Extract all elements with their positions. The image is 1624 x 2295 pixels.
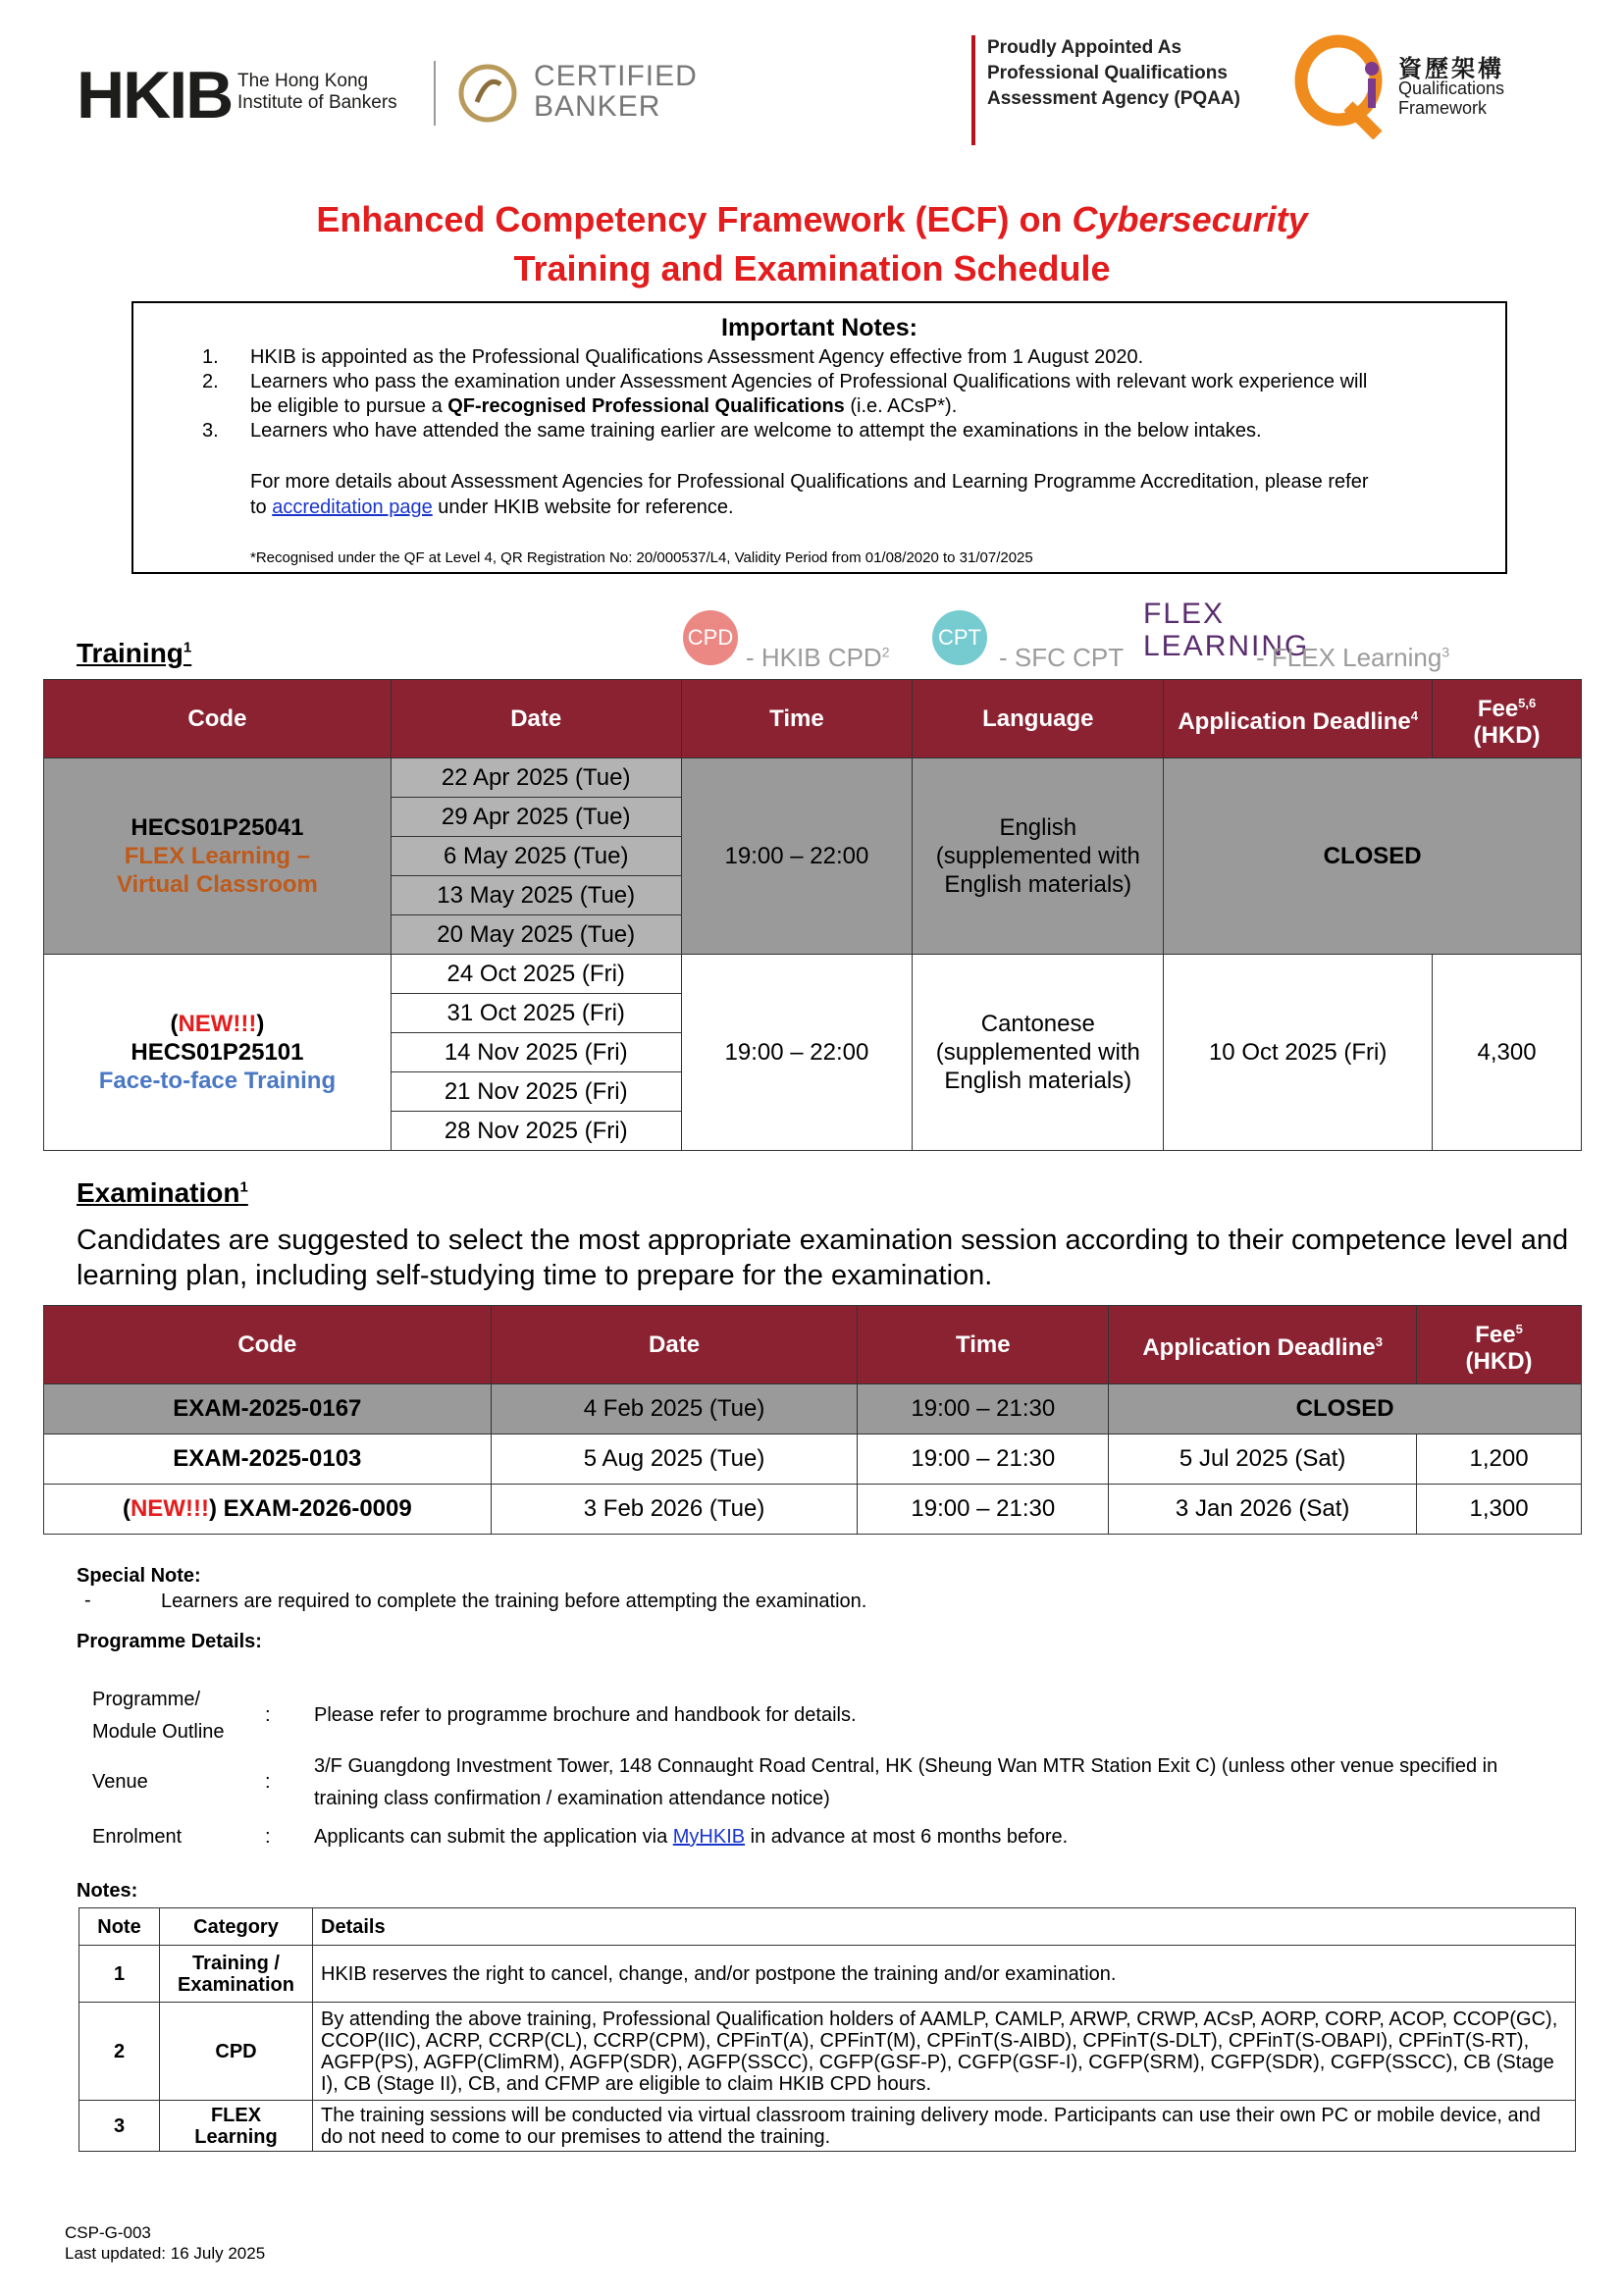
training-date: 14 Nov 2025 (Fri)	[391, 1033, 681, 1072]
col-fee	[1433, 680, 1582, 758]
note-text-part: (i.e. ACsP*).	[844, 395, 958, 417]
flex-badge-text: FLEX LEARNING	[1143, 598, 1310, 662]
training-time: 19:00 – 22:00	[681, 955, 913, 1151]
note-category: Training / Examination	[160, 1946, 313, 2003]
col-date: Date	[391, 680, 681, 758]
special-note-bullet: -	[84, 1590, 91, 1611]
important-notes-heading: Important Notes:	[721, 314, 917, 341]
more-details-part: under HKIB website for reference.	[432, 496, 734, 518]
training-heading-text: Training	[77, 638, 183, 668]
detail-separator: :	[265, 1826, 271, 1848]
col-note: Note	[79, 1908, 160, 1946]
exam-date: 4 Feb 2025 (Tue)	[491, 1384, 858, 1434]
exam-time: 19:00 – 21:30	[858, 1384, 1109, 1434]
cpt-badge-icon	[932, 610, 987, 665]
exam-deadline: 5 Jul 2025 (Sat)	[1109, 1434, 1417, 1485]
note-number: 1.	[202, 346, 219, 368]
exam-code: EXAM-2025-0103	[44, 1434, 492, 1485]
examination-intro: Candidates are suggested to select the most appropriate examination session according to their competence level and learning plan, including self-studying time to prepare for the examination.	[77, 1225, 1569, 1291]
training-status: CLOSED	[1164, 758, 1582, 955]
training-code: HECS01P25101	[131, 1039, 304, 1066]
title-topic: Cybersecurity	[1072, 199, 1308, 239]
training-date: 24 Oct 2025 (Fri)	[391, 955, 681, 994]
exam-deadline: 3 Jan 2026 (Sat)	[1109, 1485, 1417, 1535]
col-category: Category	[160, 1908, 313, 1946]
legend-sup: 2	[881, 644, 890, 660]
exam-time: 19:00 – 21:30	[858, 1434, 1109, 1485]
training-heading-sup: 1	[183, 639, 192, 656]
notes-heading: Notes:	[77, 1880, 138, 1902]
venue-label: Venue	[92, 1771, 148, 1793]
training-deadline: 10 Oct 2025 (Fri)	[1164, 955, 1433, 1151]
new-tag-text: NEW!!!	[178, 1011, 257, 1037]
training-header-row	[44, 680, 1582, 758]
col-deadline	[1164, 680, 1433, 758]
exam-date: 3 Feb 2026 (Tue)	[491, 1485, 858, 1535]
training-date: 13 May 2025 (Tue)	[391, 876, 681, 915]
training-row	[44, 955, 1582, 994]
note-text: Learners who pass the examination under Assessment Agencies of Professional Qualifications with relevant work experience will	[250, 371, 1368, 392]
legend-flex	[1256, 643, 1449, 673]
exam-status: CLOSED	[1109, 1384, 1582, 1434]
col-fee-unit: (HKD)	[1465, 1347, 1533, 1375]
col-fee	[1417, 1306, 1582, 1384]
training-table	[43, 679, 1582, 1151]
col-deadline-sup: 4	[1410, 708, 1418, 723]
examination-table	[43, 1305, 1582, 1535]
new-tag-text: NEW!!!	[130, 1495, 209, 1522]
legend-label: - FLEX Learning	[1256, 643, 1442, 672]
note-category: CPD	[160, 2003, 313, 2101]
hkib-subtitle: The Hong Kong Institute of Bankers	[237, 71, 397, 113]
exam-time: 19:00 – 21:30	[858, 1485, 1109, 1535]
exam-date: 5 Aug 2025 (Tue)	[491, 1434, 858, 1485]
special-note-text: Learners are required to complete the training before attempting the examination.	[161, 1591, 867, 1612]
qf-pq-bold: QF-recognised Professional Qualifications	[447, 395, 845, 417]
qf-footnote: *Recognised under the QF at Level 4, QR Registration No: 20/000537/L4, Validity Period from 01/08/2020 to 31/07/2025	[250, 549, 1033, 566]
last-updated: Last updated: 16 July 2025	[65, 2244, 266, 2263]
exam-code: EXAM-2026-0009	[223, 1495, 412, 1522]
col-code: Code	[44, 680, 392, 758]
note-row	[79, 1946, 1576, 2003]
training-time: 19:00 – 22:00	[681, 758, 913, 955]
col-fee-unit: (HKD)	[1473, 721, 1541, 749]
myhkib-link[interactable]: MyHKIB	[672, 1826, 746, 1848]
cpt-badge-text: CPT	[938, 625, 981, 650]
note-text-continued	[250, 394, 1487, 419]
qf-chinese-name: 資歷架構	[1398, 56, 1504, 82]
page-title	[0, 199, 1624, 240]
logo-divider	[434, 61, 436, 126]
col-deadline	[1109, 1306, 1417, 1384]
enrolment-text: in advance at most 6 months before.	[745, 1826, 1069, 1848]
training-fee: 4,300	[1433, 955, 1582, 1151]
training-row	[44, 758, 1582, 798]
note-details: HKIB reserves the right to cancel, change, and/or postpone the training and/or examination.	[313, 1946, 1576, 2003]
examination-heading	[77, 1177, 248, 1209]
examination-heading-sup: 1	[239, 1178, 248, 1196]
note-text: HKIB is appointed as the Professional Qualifications Assessment Agency effective from 1 August 2020.	[250, 346, 1144, 368]
training-language: English (supplemented with English materials)	[913, 758, 1164, 955]
special-note-heading: Special Note:	[77, 1565, 201, 1587]
training-language: Cantonese (supplemented with English materials)	[913, 955, 1164, 1151]
legend-cpd	[746, 643, 889, 673]
note-row	[79, 2101, 1576, 2152]
hkib-wordmark-text: HKIB	[77, 58, 233, 132]
exam-fee: 1,200	[1417, 1434, 1582, 1485]
col-code: Code	[44, 1306, 492, 1384]
training-code-cell	[44, 955, 392, 1151]
cpd-badge-text: CPD	[687, 625, 734, 650]
col-fee-sup: 5	[1515, 1321, 1523, 1336]
training-date: 22 Apr 2025 (Tue)	[391, 758, 681, 798]
col-deadline-text: Application Deadline	[1142, 1334, 1376, 1361]
enrolment-text: Applicants can submit the application via	[314, 1826, 673, 1848]
enrolment-label: Enrolment	[92, 1826, 183, 1848]
note-number: 2	[79, 2003, 160, 2101]
note-row	[79, 2003, 1576, 2101]
legend-cpt: - SFC CPT	[999, 643, 1125, 672]
col-deadline-sup: 3	[1375, 1334, 1383, 1349]
programme-outline-value: Please refer to programme brochure and handbook for details.	[314, 1704, 857, 1726]
page-subtitle: Training and Examination Schedule	[513, 248, 1111, 288]
note-details: The training sessions will be conducted via virtual classroom training delivery mode. Participants can use their own PC or mobile device, and do not need to come to our premises to attend the training.	[313, 2101, 1576, 2152]
training-date: 29 Apr 2025 (Tue)	[391, 798, 681, 837]
note-number: 3	[79, 2101, 160, 2152]
exam-code: EXAM-2025-0167	[44, 1384, 492, 1434]
col-fee-sup: 5,6	[1518, 695, 1537, 710]
training-date: 20 May 2025 (Tue)	[391, 915, 681, 955]
note-number: 2.	[202, 371, 219, 392]
notes-table	[79, 1907, 1576, 2152]
legend-sup: 3	[1441, 644, 1450, 660]
exam-row	[44, 1434, 1582, 1485]
exam-row	[44, 1485, 1582, 1535]
hkib-wordmark	[77, 57, 232, 133]
training-code-cell	[44, 758, 392, 955]
training-mode: Face-to-face Training	[98, 1068, 337, 1094]
col-fee-text: Fee	[1477, 695, 1519, 722]
pqaa-divider	[971, 35, 975, 145]
col-fee-text: Fee	[1475, 1321, 1516, 1348]
note-number: 1	[79, 1946, 160, 2003]
more-details-text-continued	[250, 496, 1487, 520]
document-code: CSP-G-003	[65, 2223, 151, 2242]
col-language: Language	[913, 680, 1164, 758]
qualifications-framework-icon	[1287, 29, 1395, 139]
exam-code-cell: (NEW!!!) EXAM-2026-0009	[44, 1485, 492, 1535]
hkib-logo	[73, 39, 701, 141]
note-details: By attending the above training, Professional Qualification holders of AAMLP, CAMLP, ARWP, CRWP, ACsP, AORP, CORP, ACOP, CCOP(GC), CCOP(IIC), ACRP, CCRP(CL), CCRP(CPM), CPFinT(A), CPFinT(M), CPFinT(S-AIBD), CPFinT(S-DLT), CPFinT(S-OBAPI), CPFinT(S-RT), AGFP(PS), AGFP(ClimRM), AGFP(SDR), AGFP(SSCC), CGFP(GSF-P), CGFP(GSF-I), CGFP(SRM), CGFP(SDR), CGFP(SSCC), CB (Stage I), CB (Stage II), CB, and CFMP are eligible to claim HKIB CPD hours.	[313, 2003, 1576, 2101]
qf-english-name: Qualifications Framework	[1398, 78, 1505, 118]
training-date: 28 Nov 2025 (Fri)	[391, 1112, 681, 1151]
note-number: 3.	[202, 420, 219, 442]
col-date: Date	[491, 1306, 858, 1384]
note-category: FLEX Learning	[160, 2101, 313, 2152]
col-time: Time	[681, 680, 913, 758]
title-prefix: Enhanced Competency Framework (ECF) on	[316, 199, 1073, 239]
col-deadline-text: Application Deadline	[1178, 708, 1411, 735]
exam-fee: 1,300	[1417, 1485, 1582, 1535]
training-date: 6 May 2025 (Tue)	[391, 837, 681, 876]
examination-header-row	[44, 1306, 1582, 1384]
col-details: Details	[313, 1908, 1576, 1946]
venue-value: 3/F Guangdong Investment Tower, 148 Connaught Road Central, HK (Sheung Wan MTR Station Exit C) (unless other venue specified in training class confirmation / examination attendance notice)	[314, 1755, 1498, 1809]
training-heading	[77, 638, 191, 669]
flex-learning-icon	[1143, 598, 1310, 662]
training-mode: FLEX Learning – Virtual Classroom	[116, 843, 318, 898]
exam-row	[44, 1384, 1582, 1434]
training-date: 21 Nov 2025 (Fri)	[391, 1072, 681, 1112]
notes-header-row	[79, 1908, 1576, 1946]
programme-details-heading: Programme Details:	[77, 1631, 262, 1652]
training-date: 31 Oct 2025 (Fri)	[391, 994, 681, 1033]
new-tag: (NEW!!!)	[170, 1011, 265, 1037]
pqaa-text: Proudly Appointed As Professional Qualifications Assessment Agency (PQAA)	[987, 37, 1240, 109]
more-details-part: to	[250, 496, 273, 518]
detail-separator: :	[265, 1704, 271, 1726]
note-text: Learners who have attended the same training earlier are welcome to attempt the examinations in the below intakes.	[250, 420, 1262, 442]
certified-banker-icon	[457, 63, 518, 124]
enrolment-value	[314, 1821, 1068, 1853]
legend-label: - HKIB CPD	[746, 643, 882, 672]
training-code: HECS01P25041	[131, 814, 304, 841]
certified-banker-text: CERTIFIED BANKER	[534, 60, 698, 123]
detail-separator: :	[265, 1771, 271, 1793]
accreditation-page-link[interactable]: accreditation page	[272, 496, 433, 518]
col-time: Time	[858, 1306, 1109, 1384]
more-details-text: For more details about Assessment Agencies for Professional Qualifications and Learning Programme Accreditation, please refer	[250, 471, 1369, 493]
cpd-badge-icon	[683, 610, 738, 665]
programme-outline-label: Programme/ Module Outline	[92, 1689, 225, 1743]
note-text-part: be eligible to pursue a	[250, 395, 448, 417]
examination-heading-text: Examination	[77, 1177, 240, 1208]
